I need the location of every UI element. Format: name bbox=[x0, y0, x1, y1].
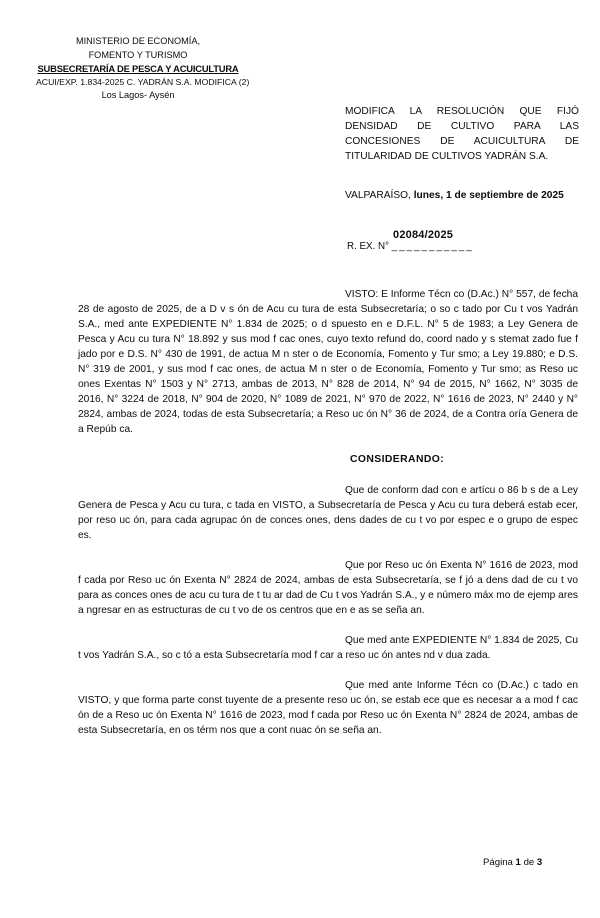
department-line: FOMENTO Y TURISMO bbox=[88, 49, 188, 60]
dateline bbox=[345, 190, 564, 201]
regions-line: Los Lagos- Aysén bbox=[101, 90, 175, 101]
resolution-number-value: 02084/2025 bbox=[393, 229, 454, 241]
title-line: CONCESIONES DE ACUICULTURA DE bbox=[345, 136, 579, 147]
resolution-number-label: R. EX. N° bbox=[347, 241, 390, 252]
resolution-number bbox=[347, 229, 474, 252]
footer-total-pages: 3 bbox=[536, 857, 543, 868]
considerando-paragraph-4: Que med ante Informe Técn co (D.Ac.) c tado en VISTO, y que forma parte const tuyente de a presente reso uc ón, se estab ece que es necesar a a mod f cac ón de a Reso uc ón Exenta N° 1616 de 2023, mod f cada por Reso uc ón Exenta N° 2824 de 2024, ambas de esta Subsecretaría, en os térm nos que a cont nuac ón se seña an. bbox=[78, 680, 578, 736]
ministry-line: MINISTERIO DE ECONOMÍA, bbox=[75, 36, 201, 46]
title-line: DENSIDAD DE CULTIVO PARA LAS bbox=[345, 121, 579, 132]
document-title bbox=[345, 104, 579, 164]
page-footer bbox=[483, 857, 542, 868]
visto-paragraph: VISTO: E Informe Técn co (D.Ac.) N° 557, de fecha 28 de agosto de 2025, de a D v s ón de Acu cu tura de esta Subsecretaría; o so c tado por Cu t vos Yadrán S.A., med ante EXPEDIENTE N° 1.834 de 2025; o d spuesto en e D.F.L. N° 5 de 1983; a Ley Genera de Pesca y Acu cu tura N° 18.892 y sus mod f cac ones, cuyo texto refund do, coord nado y s stemat zado fue f jado por e D.S. N° 430 de 1991, de actua M n ster o de Economía, Fomento y Tur smo; a Ley 19.880; e D.S. N° 319 de 2001, y sus mod f cac ones, de actua M n ster o de Economía, Fomento y Tur smo; as Reso uc ones Exentas N° 1503 y N° 2713, ambas de 2013, N° 828 de 2014, N° 94 de 2015, N° 1662, N° 3035 de 2016, N° 3224 de 2018, N° 904 de 2020, N° 1089 de 2021, N° 970 de 2022, N° 1616 de 2023, N° 2440 y N° 2824, ambas de 2024, todas de esta Subsecretaría; a Reso uc ón N° 36 de 2024, de a Contra oría Genera de a Repúb ca. bbox=[78, 289, 578, 435]
considerando-paragraph-2: Que por Reso uc ón Exenta N° 1616 de 2023, mod f cada por Reso uc ón Exenta N° 2824 de 2024, ambas de esta Subsecretaría, se f jó a dens dad de cu t vo para as conces ones de acu cu tura de t tu ar dad de Cu t vos Yadrán S.A., y e número máx mo de ejemp ares a ngresar en as estructuras de cu t vo de os centros que en e as se seña an. bbox=[78, 560, 578, 616]
title-line: MODIFICA LA RESOLUCIÓN QUE FIJÓ bbox=[345, 106, 579, 117]
considerando-paragraph-3: Que med ante EXPEDIENTE N° 1.834 de 2025, Cu t vos Yadrán S.A., so c tó a esta Subsecretaría mod f car a reso uc ón antes nd v dua zada. bbox=[78, 635, 578, 661]
footer-label: Página bbox=[483, 857, 513, 868]
city-label: VALPARAÍSO, bbox=[345, 190, 411, 201]
footer-page-number: 1 bbox=[515, 857, 521, 868]
considerando-heading: CONSIDERANDO: bbox=[350, 454, 445, 465]
expediente-line: ACUI/EXP. 1.834-2025 C. YADRÁN S.A. MODIFICA (2) bbox=[36, 76, 250, 87]
resolution-number-blank: ___________ bbox=[391, 241, 474, 252]
date-value: lunes, 1 de septiembre de 2025 bbox=[413, 190, 564, 201]
considerando-paragraph-1: Que de conform dad con e artícu o 86 b s de a Ley Genera de Pesca y Acu cu tura, c tada en VISTO, a Subsecretaría de Pesca y Acu cu tura deberá estab ecer, por reso uc ón, para cada agrupac ón de conces ones, dens dades de cu t vo por espec e o grupo de espec es. bbox=[78, 485, 578, 541]
footer-of-label: de bbox=[523, 857, 535, 868]
subsecretaria-line: SUBSECRETARÍA DE PESCA Y ACUICULTURA bbox=[37, 63, 239, 75]
title-line: TITULARIDAD DE CULTIVOS YADRÁN S.A. bbox=[345, 151, 549, 162]
letterhead bbox=[36, 35, 250, 103]
document-body bbox=[78, 287, 578, 753]
